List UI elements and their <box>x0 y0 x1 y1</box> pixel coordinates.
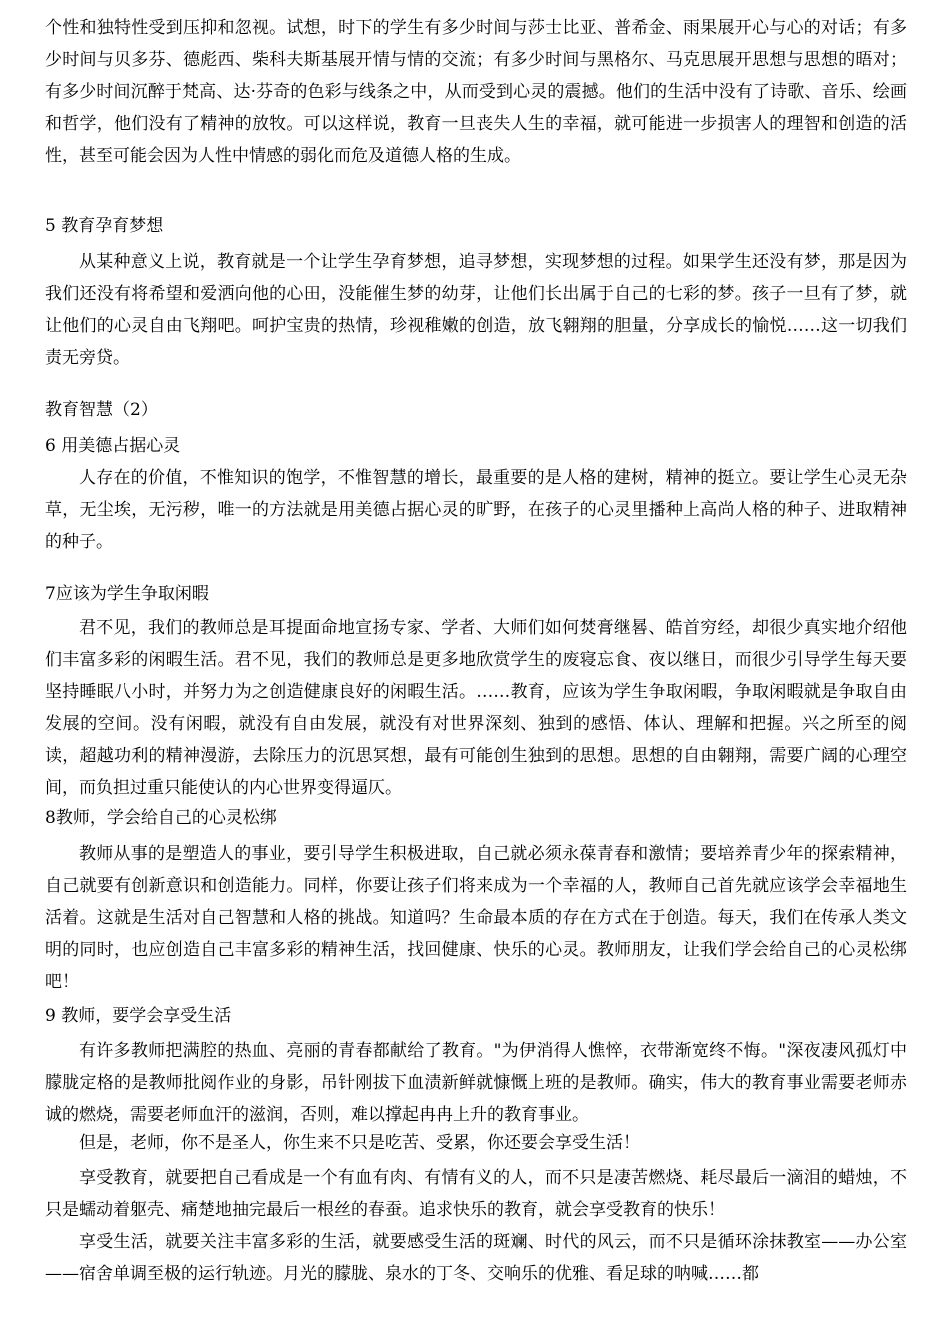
paragraph-6: 人存在的价值，不惟知识的饱学，不惟智慧的增长，最重要的是人格的建树，精神的挺立。要让学生心灵无杂草，无尘埃，无污秽，唯一的方法就是用美德占据心灵的旷野，在孩子的心灵里播种上高尚人格的种子、进取精神的种子。 <box>45 468 907 552</box>
heading-8: 8教师，学会给自己的心灵松绑 <box>45 808 277 828</box>
heading-9: 9 教师，要学会享受生活 <box>45 1006 232 1026</box>
paragraph-9a: 有许多教师把满腔的热血、亮丽的青春都献给了教育。"为伊消得人憔悴，衣带渐宽终不悔。"深夜凄风孤灯中朦胧定格的是教师批阅作业的身影，吊针刚拔下血渍新鲜就慷慨上班的是教师。确实，伟大的教育事业需要老师赤诚的燃烧，需要老师血汗的滋润，否则，难以撑起冉冉上升的教育事业。 <box>45 1041 907 1125</box>
section-title: 教育智慧（2） <box>45 400 158 420</box>
intro-paragraph: 个性和独特性受到压抑和忽视。试想，时下的学生有多少时间与莎士比亚、普希金、雨果展开心与心的对话；有多少时间与贝多芬、德彪西、柴科夫斯基展开情与情的交流；有多少时间与黑格尔、马克思展开思想与思想的晤对；有多少时间沉醉于梵高、达·芬奇的色彩与线条之中，从而受到心灵的震撼。他们的生活中没有了诗歌、音乐、绘画和哲学，他们没有了精神的放牧。可以这样说，教育一旦丧失人生的幸福，就可能进一步损害人的理智和创造的活性，甚至可能会因为人性中情感的弱化而危及道德人格的生成。 <box>45 18 907 166</box>
paragraph-9c: 享受教育，就要把自己看成是一个有血有肉、有情有义的人，而不只是凄苦燃烧、耗尽最后一滴泪的蜡烛，不只是蠕动着躯壳、痛楚地抽完最后一根丝的春蚕。追求快乐的教育，就会享受教育的快乐！ <box>45 1168 907 1220</box>
paragraph-8: 教师从事的是塑造人的事业，要引导学生积极进取，自己就必须永葆青春和激情；要培养青少年的探索精神，自己就要有创新意识和创造能力。同样，你要让孩子们将来成为一个幸福的人，教师自己首先就应该学会幸福地生活着。这就是生活对自己智慧和人格的挑战。知道吗？生命最本质的存在方式在于创造。每天，我们在传承人类文明的同时，也应创造自己丰富多彩的精神生活，找回健康、快乐的心灵。教师朋友，让我们学会给自己的心灵松绑吧！ <box>45 844 907 992</box>
paragraph-9d: 享受生活，就要关注丰富多彩的生活，就要感受生活的斑斓、时代的风云，而不只是循环涂抹教室——办公室——宿舍单调至极的运行轨迹。月光的朦胧、泉水的丁冬、交响乐的优雅、看足球的呐喊……都 <box>45 1232 907 1284</box>
paragraph-7: 君不见，我们的教师总是耳提面命地宣扬专家、学者、大师们如何焚膏继晷、皓首穷经，却很少真实地介绍他们丰富多彩的闲暇生活。君不见，我们的教师总是更多地欣赏学生的废寝忘食、夜以继日，而很少引导学生每天要坚持睡眠八小时，并努力为之创造健康良好的闲暇生活。……教育，应该为学生争取闲暇，争取闲暇就是争取自由发展的空间。没有闲暇，就没有自由发展，就没有对世界深刻、独到的感悟、体认、理解和把握。兴之所至的阅读，超越功利的精神漫游，去除压力的沉思冥想，最有可能创生独到的思想。思想的自由翱翔，需要广阔的心理空间，而负担过重只能使认的内心世界变得逼仄。 <box>45 618 907 798</box>
paragraph-9b: 但是，老师，你不是圣人，你生来不只是吃苦、受累，你还要会享受生活！ <box>79 1133 640 1153</box>
heading-7: 7应该为学生争取闲暇 <box>45 584 209 604</box>
paragraph-5: 从某种意义上说，教育就是一个让学生孕育梦想，追寻梦想，实现梦想的过程。如果学生还没有梦，那是因为我们还没有将希望和爱洒向他的心田，没能催生梦的幼芽，让他们长出属于自己的七彩的梦。孩子一旦有了梦，就让他们的心灵自由飞翔吧。呵护宝贵的热情，珍视稚嫩的创造，放飞翱翔的胆量，分享成长的愉悦……这一切我们责无旁贷。 <box>45 252 907 368</box>
heading-5: 5 教育孕育梦想 <box>45 216 164 236</box>
heading-6: 6 用美德占据心灵 <box>45 436 181 456</box>
